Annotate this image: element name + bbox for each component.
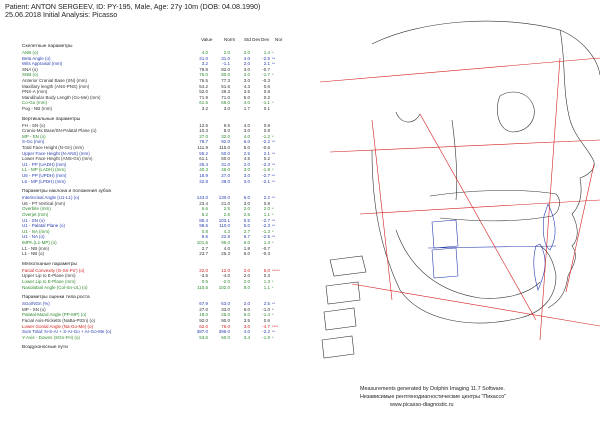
measurement-dev: -1.4 — [262, 312, 270, 318]
measurement-norm: 102.0 — [218, 284, 230, 290]
measurement-name: L1 - NB (o) — [22, 251, 45, 257]
measurement-std-dev: 5.0 — [243, 94, 250, 100]
measurement-name: U1 - SN (o) — [22, 217, 45, 223]
measurement-norm: 103.1 — [218, 217, 230, 223]
col-sd-header: Std Dev — [244, 37, 261, 42]
measurement-value: 0.8 — [201, 228, 208, 234]
measurement-std-dev: 2.0 — [243, 206, 250, 212]
measurement-name: Anterior Cranial Base (SN) (mm) — [22, 78, 88, 83]
measurement-std-dev: 2.0 — [243, 161, 250, 167]
measurement-name: U6 - PT Vertical (mm) — [22, 200, 66, 206]
measurement-norm: 31.0 — [221, 55, 230, 61]
measurement-name: Overbite (mm) — [22, 206, 51, 212]
measurement-std-dev: 6.0 — [243, 139, 250, 145]
measurement-row — [22, 335, 272, 341]
measurement-value: 54.2 — [199, 83, 208, 89]
measurement-std-dev: 3.0 — [243, 72, 250, 78]
measurement-value: 2.7 — [201, 245, 208, 251]
measurement-value: -3.5 — [200, 273, 208, 279]
col-value-header: Value — [201, 37, 213, 42]
measurement-status: * — [272, 206, 274, 212]
measurement-norm: 115.0 — [219, 145, 230, 150]
measurement-name: Sum Total: N-S-Ar + S-Ar-Go + Ar-Go-Me (o) — [22, 329, 112, 335]
measurement-dev: -1.7 — [262, 72, 270, 78]
measurement-dev: -2.7 — [262, 173, 270, 178]
measurement-status: * — [272, 240, 274, 245]
measurement-norm: 4.3 — [223, 228, 230, 234]
measurement-name: Interincisal Angle (U1-L1) (o) — [22, 195, 80, 201]
measurement-dev: 5.0 — [263, 267, 270, 273]
measurement-std-dev: 2.0 — [243, 267, 250, 273]
measurement-value: 32.8 — [199, 178, 208, 184]
measurement-name: L6 - MP (LPDH) (mm) — [22, 178, 66, 184]
measurement-std-dev: 3.0 — [243, 178, 250, 184]
measurement-dev: -2.3 — [262, 223, 270, 229]
measurement-status: ** — [272, 301, 276, 307]
measurement-norm: 110.0 — [219, 223, 230, 229]
measurement-value: 10.3 — [199, 128, 208, 134]
measurement-norm: 38.0 — [221, 178, 230, 184]
maxilla-outline — [430, 190, 559, 220]
measurement-value: 67.9 — [199, 301, 208, 307]
lower-incisor — [534, 244, 545, 290]
measurement-name: IMPA (L1-MP) (o) — [22, 240, 57, 245]
skull-outline — [372, 21, 600, 75]
measurement-norm: 71.0 — [221, 94, 230, 100]
measurement-norm: 66.0 — [221, 100, 230, 106]
measurement-dev: -2.5 — [262, 55, 270, 61]
measurement-value: 23.7 — [199, 251, 208, 257]
measurement-norm: 22.8 — [221, 234, 230, 240]
measurement-status: * — [272, 334, 274, 340]
measurement-dev: 0.3 — [263, 273, 270, 279]
measurement-value: 111.9 — [197, 145, 208, 150]
measurement-norm: 95.0 — [221, 240, 230, 245]
measurement-value: 12.5 — [199, 122, 208, 128]
measurement-name: Lower Lip to E-Plane (mm) — [22, 279, 76, 284]
measurement-norm: 31.0 — [221, 161, 230, 167]
measurement-norm: 92.0 — [221, 139, 230, 145]
measurement-name: Cranio-Mx Base/SN-Palatal Plane (o) — [22, 128, 97, 134]
measurement-dev: 0.2 — [263, 156, 270, 162]
ramus-line — [372, 120, 392, 300]
measurement-status: * — [272, 306, 274, 312]
measurement-std-dev: 5.5 — [243, 217, 250, 223]
patient-info: Patient: ANTON SERGEEV, ID: PY-195, Male, Age: 27y 10m (DOB: 04.08.1990) — [5, 2, 261, 11]
measurement-status: * — [272, 212, 274, 217]
measurement-dev: 0.2 — [263, 94, 270, 100]
measurement-std-dev: 5.7 — [243, 234, 250, 240]
measurement-status: * — [272, 279, 274, 284]
measurement-dev: 0.6 — [263, 83, 270, 89]
measurement-dev: 2.1 — [263, 61, 270, 67]
measurement-std-dev: 5.0 — [243, 240, 250, 245]
measurement-std-dev: 6.0 — [243, 306, 250, 312]
measurement-status: ** — [272, 217, 276, 223]
measurement-value: 55.2 — [199, 150, 208, 156]
measurement-norm: 2.5 — [223, 212, 230, 217]
palatal-plane — [360, 200, 600, 214]
measurement-value: 3.2 — [201, 61, 208, 67]
measurement-name: Lower Gonial Angle (Na-Go-Me) (o) — [22, 323, 94, 329]
measurement-norm: 2.0 — [223, 50, 230, 55]
measurement-dev: -1.0 — [262, 306, 270, 312]
measurement-dev: -1.2 — [262, 133, 270, 139]
e-plane — [566, 164, 594, 292]
mandible-outline — [372, 150, 556, 323]
measurement-norm: 90.0 — [221, 318, 230, 323]
measurement-status: **** — [272, 323, 279, 329]
measurement-status: ** — [272, 139, 276, 145]
measurement-dev: -4.7 — [262, 323, 270, 329]
measurement-value: 6.6 — [201, 206, 208, 212]
measurement-value: 0.5 — [201, 279, 208, 284]
measurement-norm: 25.0 — [221, 312, 230, 318]
measurement-name: Lower Face Height (ANS-Gn) (mm) — [22, 156, 93, 162]
section-title: Скелетные параметры — [22, 44, 73, 49]
measurement-norm: 80.0 — [221, 72, 230, 78]
measurement-status: ***** — [272, 267, 280, 273]
measurement-status: * — [272, 284, 274, 290]
measurement-name: U1 - Palatal Plane (o) — [22, 223, 66, 229]
measurement-row — [22, 285, 272, 291]
measurement-name: Palatal-Mand Angle (PP-MP) (o) — [22, 312, 87, 318]
measurement-name: S-Go (mm) — [22, 139, 45, 145]
measurement-dev: -0.7 — [262, 245, 270, 251]
measurement-std-dev: 3.0 — [243, 78, 250, 83]
measurement-dev: -1.1 — [262, 100, 270, 106]
measurement-name: Facial Axis-Ricketts (NaBa-PtGn) (o) — [22, 318, 96, 323]
measurement-norm: 21.0 — [221, 200, 230, 206]
measurement-value: 75.0 — [199, 72, 208, 78]
measurement-value: 27.0 — [199, 306, 208, 312]
measurement-name: Co-Go (mm) — [22, 100, 47, 106]
measurement-norm: 82.0 — [221, 66, 230, 72]
measurement-norm: 76.0 — [221, 323, 230, 329]
measurement-std-dev: 5.0 — [243, 223, 250, 229]
measurement-value: 22.0 — [199, 267, 208, 273]
measurement-dev: -2.7 — [262, 217, 270, 223]
mandible-inner — [396, 230, 540, 298]
measurement-value: 26.4 — [199, 161, 208, 167]
measurement-status: ** — [272, 178, 276, 184]
measurement-value: 76.5 — [199, 78, 208, 83]
measurement-name: Upper Face Height (N-ANS) (mm) — [22, 150, 90, 156]
measurement-status: * — [272, 167, 274, 173]
measurement-dev: -0.6 — [262, 145, 270, 150]
measurement-norm: 8.0 — [223, 128, 230, 134]
measurement-norm: -1.1 — [222, 61, 230, 67]
measurement-value: 5.2 — [201, 212, 208, 217]
measurement-value: 53.6 — [199, 334, 208, 340]
measurement-dev: -2.1 — [262, 178, 270, 184]
measurement-value: 61.5 — [199, 100, 208, 106]
measurement-std-dev: 5.0 — [243, 145, 250, 150]
measurement-status: ** — [272, 195, 276, 201]
measurement-value: 18.9 — [199, 173, 208, 178]
measurement-norm: 27.0 — [221, 173, 230, 178]
measurement-norm: 50.0 — [221, 150, 230, 156]
measurement-dev: 2.0 — [263, 206, 270, 212]
measurement-name: U1 - PP (UADH) (mm) — [22, 161, 67, 167]
measurement-name: FH - SN (o) — [22, 122, 45, 128]
measurement-value: 23.4 — [199, 200, 208, 206]
measurement-row — [22, 178, 276, 185]
sella — [396, 112, 420, 122]
measurement-value: 61.1 — [199, 156, 208, 162]
measurement-row — [22, 251, 272, 257]
measurement-dev: 1.1 — [263, 212, 270, 217]
measurement-status: ** — [272, 161, 276, 167]
measurement-name: U1 - NA (mm) — [22, 228, 50, 234]
orbit — [497, 92, 534, 132]
measurement-name: PNS-A (mm) — [22, 89, 48, 95]
measurement-std-dev: 4.0 — [243, 329, 250, 335]
measurement-dev: -0.3 — [262, 251, 270, 257]
pterygoid — [452, 120, 457, 200]
measurement-value: 8.6 — [201, 234, 208, 240]
measurement-norm: -2.0 — [222, 279, 230, 284]
measurement-norm: 51.6 — [221, 83, 230, 89]
measurement-std-dev: 2.0 — [243, 273, 250, 279]
measurement-std-dev: 3.5 — [243, 318, 250, 323]
y-axis-line — [420, 114, 536, 320]
measurement-dev: 1.3 — [263, 240, 270, 245]
measurement-status: * — [272, 133, 274, 139]
vertebra-4 — [322, 336, 354, 358]
section-title: Параметры наклона и положения зубов — [22, 189, 111, 195]
measurement-value: 4.0 — [201, 50, 208, 55]
sn-line — [320, 58, 600, 82]
vertebra-1 — [330, 256, 366, 276]
lower-molar — [432, 248, 458, 278]
measurement-value: 78.7 — [199, 139, 208, 145]
measurement-norm: 4.0 — [223, 245, 230, 251]
measurement-name: SNB (o) — [22, 72, 39, 78]
measurement-std-dev: 2.5 — [243, 212, 250, 217]
measurement-std-dev: 8.0 — [243, 284, 250, 290]
measurement-value: 21.0 — [199, 55, 208, 61]
measurement-name: Nasolabial Angle (Col-Sn-UL) (o) — [22, 284, 88, 290]
measurement-status: * — [272, 312, 274, 318]
col-nor-header: Nor — [275, 37, 283, 42]
measurement-std-dev: 3.4 — [243, 334, 250, 340]
measurement-std-dev: 4.3 — [243, 83, 250, 89]
measurement-value: 3.2 — [201, 106, 208, 111]
measurement-norm: 46.0 — [221, 167, 230, 173]
measurement-name: L1 - NB (mm) — [22, 245, 49, 251]
measurement-std-dev: 6.0 — [243, 251, 250, 257]
measurement-name: Beta Angle (o) — [22, 55, 51, 61]
measurement-norm: 60.0 — [221, 156, 230, 162]
measurement-status: ** — [272, 329, 276, 335]
measurement-name: Maxillary length (ANS-PNS) (mm) — [22, 83, 90, 89]
measurement-value: 88.4 — [199, 217, 208, 223]
measurement-norm: 2.5 — [223, 206, 230, 212]
measurement-dev: 2.5 — [263, 301, 270, 307]
measurement-value: 98.6 — [199, 223, 208, 229]
col-dev-header: Dev — [261, 37, 270, 42]
measurement-std-dev: 6.0 — [243, 312, 250, 318]
measurement-dev: 1.4 — [263, 50, 270, 55]
footer-software: Measurements generated by Dolphin Imaging 11.7 Software. — [360, 386, 505, 392]
measurement-value: 110.5 — [197, 284, 208, 290]
measurement-std-dev: 3.0 — [243, 66, 250, 72]
measurement-name: MP - SN (o) — [22, 133, 46, 139]
measurement-name: U6 - PP (UPDH) (mm) — [22, 173, 67, 178]
measurement-status: * — [272, 72, 274, 78]
measurement-std-dev: 1.8 — [243, 245, 250, 251]
measurement-dev: -1.3 — [262, 228, 270, 234]
measurement-norm: 25.3 — [221, 251, 230, 257]
measurement-name: Upper Lip to E-Plane (mm) — [22, 273, 76, 279]
measurement-dev: -0.3 — [262, 78, 270, 83]
measurement-status: * — [272, 228, 274, 234]
measurement-dev: -1.9 — [262, 167, 270, 173]
section-title: Мягкотканые параметры — [22, 261, 77, 267]
measurement-norm: 130.0 — [218, 195, 230, 201]
measurement-dev: -1.9 — [262, 334, 270, 340]
measurement-status: ** — [272, 150, 276, 156]
vertebra-3 — [324, 308, 356, 330]
measurement-name: Wits Appraisal (mm) — [22, 61, 63, 67]
measurement-value: 40.3 — [199, 167, 208, 173]
measurement-norm: 63.0 — [221, 301, 230, 307]
measurement-std-dev: 2.0 — [243, 50, 250, 55]
measurement-std-dev: 6.0 — [243, 195, 250, 201]
measurement-dev: 0.1 — [263, 106, 270, 111]
measurement-dev: 1.3 — [263, 279, 270, 284]
measurement-dev: -2.5 — [262, 234, 270, 240]
measurement-status: ** — [272, 234, 276, 240]
upper-molar — [432, 220, 458, 248]
measurement-std-dev: 4.5 — [243, 156, 250, 162]
measurement-dev: 0.8 — [263, 122, 270, 128]
measurement-value: 18.0 — [199, 312, 208, 318]
measurement-value: 92.0 — [199, 318, 208, 323]
measurement-std-dev: 3.0 — [243, 173, 250, 178]
measurement-norm: -4.0 — [222, 273, 230, 279]
measurement-std-dev: 3.0 — [243, 128, 250, 134]
measurement-norm: 33.0 — [221, 306, 230, 312]
measurement-status: * — [272, 50, 274, 55]
measurement-dev: 2.1 — [263, 150, 270, 156]
measurement-std-dev: 4.0 — [243, 122, 250, 128]
measurement-value: 143.0 — [196, 195, 208, 201]
measurement-norm: 77.3 — [221, 78, 230, 83]
measurement-status: * — [272, 100, 274, 106]
measurement-std-dev: 1.7 — [243, 106, 250, 111]
mandibular-plane — [352, 284, 600, 326]
col-norm-header: Norm — [224, 37, 236, 42]
measurement-name: ANB (o) — [22, 50, 39, 55]
measurement-name: MP - SN (o) — [22, 306, 46, 312]
measurement-name: L1 - MP (LADH) (mm) — [22, 167, 66, 173]
footer-website: www.picasso-diagnostic.ru — [390, 402, 454, 408]
measurement-value: 27.0 — [199, 133, 208, 139]
measurement-name: SNA (o) — [22, 66, 38, 72]
measurement-value: 62.0 — [199, 323, 208, 329]
measurement-norm: 32.0 — [221, 133, 230, 139]
section-title: Воздухоносные пути — [22, 345, 68, 351]
measurement-std-dev: 2.0 — [243, 61, 250, 67]
measurement-std-dev: 2.5 — [243, 150, 250, 156]
measurement-std-dev: 4.0 — [243, 133, 250, 139]
measurement-status: ** — [272, 223, 276, 229]
measurement-name: U1 - NA (o) — [22, 234, 45, 240]
measurement-dev: 0.8 — [263, 128, 270, 134]
measurement-name: Overjet (mm) — [22, 212, 49, 217]
measurement-std-dev: 2.0 — [243, 301, 250, 307]
measurement-dev: 2.2 — [263, 195, 270, 201]
measurement-name: SGo/NGn (%) — [22, 301, 50, 307]
measurement-name: Y-Axis - Downs (SGn-FH) (o) — [22, 334, 80, 340]
section-title: Вертикальные параметры — [22, 116, 81, 122]
measurement-value: 387.0 — [196, 329, 208, 335]
section-title: Параметры оценки типа роста — [22, 295, 90, 301]
measurement-row — [22, 106, 272, 112]
measurement-value: 101.6 — [196, 240, 208, 245]
measurement-std-dev: 4.0 — [243, 55, 250, 61]
measurement-dev: 0.6 — [263, 318, 270, 323]
measurement-norm: 9.5 — [223, 122, 230, 128]
measurement-name: Facial Convexity (G-Sn-Po') (o) — [22, 267, 85, 273]
vertebra-2 — [326, 282, 360, 304]
measurement-value: 79.8 — [199, 66, 208, 72]
analysis-info: 25.06.2018 Initial Analysis: Picasso — [5, 10, 118, 19]
measurement-name: Total Face Height (N-Gn) (mm) — [22, 145, 84, 150]
soft-tissue-profile — [548, 30, 594, 308]
measurement-norm: 3.0 — [223, 106, 230, 111]
measurement-dev: -0.7 — [262, 66, 270, 72]
measurement-value: 52.0 — [199, 89, 208, 95]
measurement-std-dev: 3.0 — [243, 200, 250, 206]
measurement-dev: -2.3 — [262, 161, 270, 167]
measurement-norm: 60.0 — [221, 334, 230, 340]
measurement-std-dev: 3.0 — [243, 323, 250, 329]
measurement-status: ** — [272, 61, 276, 67]
measurement-norm: 396.0 — [218, 329, 230, 335]
measurement-std-dev: 2.7 — [243, 228, 250, 234]
measurement-dev: 0.8 — [263, 89, 270, 95]
measurement-value: 71.9 — [199, 94, 208, 100]
measurement-dev: 0.8 — [263, 200, 270, 206]
measurement-std-dev: 3.0 — [243, 167, 250, 173]
fh-line — [330, 140, 600, 152]
footer-center: Независимые рентгенодиагностические центры "Пикассо" — [360, 394, 507, 400]
measurement-norm: 12.0 — [221, 267, 230, 273]
measurement-dev: -2.2 — [262, 329, 270, 335]
measurement-status: ** — [272, 173, 276, 178]
measurement-std-dev: 2.0 — [243, 279, 250, 284]
measurement-std-dev: 3.5 — [243, 89, 250, 95]
measurement-name: Pog - NB (mm) — [22, 106, 53, 111]
measurement-name: Mandibular Body Length (Go-Me) (mm) — [22, 94, 101, 100]
measurement-status: ** — [272, 55, 276, 61]
measurement-dev: -2.2 — [262, 139, 270, 145]
cephalometric-tracing — [250, 0, 600, 424]
measurement-norm: 49.3 — [221, 89, 230, 95]
measurement-dev: 1.1 — [263, 284, 270, 290]
measurement-std-dev: 4.0 — [243, 100, 250, 106]
